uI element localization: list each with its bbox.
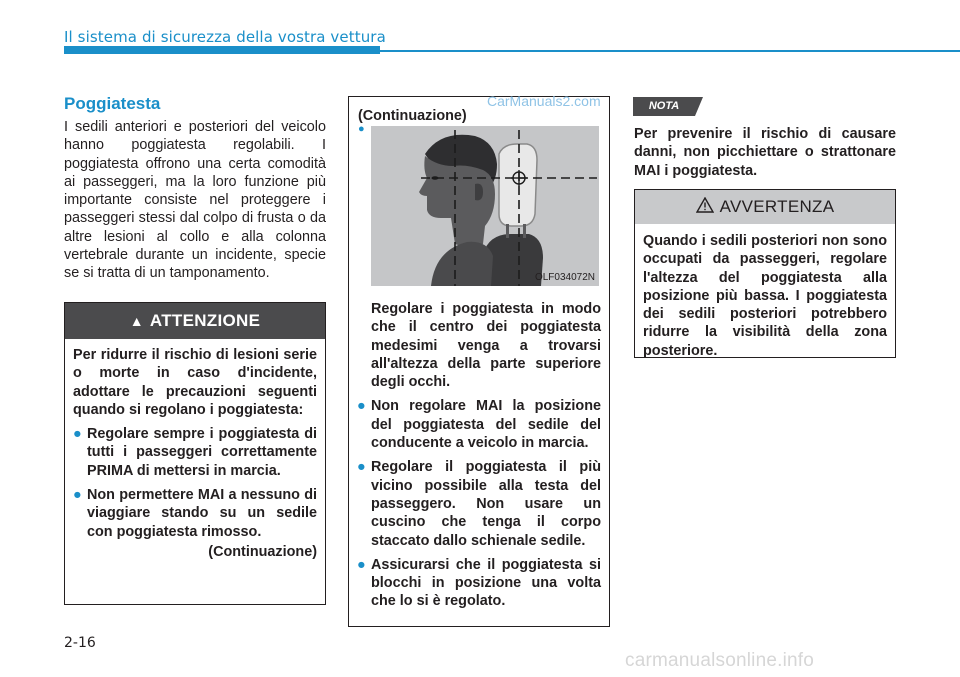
avvertenza-header	[635, 190, 895, 224]
continued-bullet	[357, 397, 601, 452]
continued-bullet-text: Non regolare MAI la posizione del poggiatesta del sedile del conducente a veicolo in marcia.	[371, 398, 601, 452]
header-accent-bar	[64, 46, 380, 54]
attenzione-continuation: (Continuazione)	[208, 543, 317, 560]
attenzione-bullet	[73, 425, 317, 480]
attenzione-header	[65, 303, 325, 339]
attenzione-bullet	[73, 486, 317, 541]
attenzione-bullet-text: Regolare sempre i poggiatesta di tutti i passeggeri correttamente PRIMA di mettersi in marcia.	[87, 426, 317, 479]
continued-bullet	[357, 556, 601, 611]
bullet-dot-icon: ●	[357, 556, 366, 573]
attenzione-bullet-text: Non permettere MAI a nessuno di viaggiare stando su un sedile con poggiatesta rimosso.	[87, 487, 317, 540]
figure-code: OLF034072N	[534, 272, 595, 283]
bullet-dot-icon: ●	[357, 459, 366, 476]
section-intro: I sedili anteriori e posteriori del veicolo hanno poggiatesta regolabili. I poggiatesta offrono una certa comodità ai passeggeri, ma la loro funzione più importante consiste nel proteggere i passeggeri stessi dal colpo di frusta o da altre lesioni al collo e alla colonna vertebrale durante un incidente, specie se si tratta di un tamponamento.	[64, 119, 326, 282]
watermark-bottom: carmanualsonline.info	[625, 650, 815, 671]
page-number: 2-16	[64, 635, 96, 651]
headrest-figure	[371, 126, 599, 286]
nota-badge	[633, 97, 703, 116]
continued-bullet-text: Regolare il poggiatesta il più vicino possibile alla testa del passeggero. Non usare un cuscino che tenga il corpo staccato dallo schienale sedile.	[371, 459, 601, 549]
headrest-illustration	[371, 126, 599, 286]
header-rule	[380, 50, 960, 52]
continued-bullet-text: Assicurarsi che il poggiatesta si blocchi in posizione una volta che lo si è regolato.	[371, 556, 601, 610]
bullet-dot-icon: ●	[357, 398, 366, 415]
chapter-header-title: Il sistema di sicurezza della vostra vettura	[64, 28, 386, 46]
attenzione-heading: ATTENZIONE	[149, 311, 261, 330]
avvertenza-box	[634, 189, 896, 358]
avvertenza-text: Quando i sedili posteriori non sono occupati da passeggeri, regolare l'altezza del poggiatesta alla posizione più bassa. I poggiatesta dei sedili posteriori potrebbero ridurre la visibilità della zona posteriore.	[643, 233, 887, 359]
warning-triangle-icon: ▲	[129, 313, 144, 329]
attenzione-intro: Per ridurre il rischio di lesioni serie o morte in caso d'incidente, adottare le precauzioni seguenti quando si regolano i poggiatesta:	[73, 347, 317, 418]
warning-triangle-icon	[696, 197, 714, 218]
section-title: Poggiatesta	[64, 94, 161, 113]
continued-heading: (Continuazione)	[358, 108, 467, 124]
watermark-top: CarManuals2.com	[487, 93, 601, 109]
bullet-dot-icon: ●	[73, 426, 82, 443]
nota-text: Per prevenire il rischio di causare danni, non picchiettare o strattonare MAI i poggiatesta.	[634, 126, 896, 179]
bullet-dot-icon: ●	[73, 487, 82, 504]
continued-bullet	[357, 458, 601, 549]
bullet-dot-icon: ●	[358, 123, 365, 135]
nota-label: NOTA	[648, 100, 680, 112]
continued-first-bullet-text: Regolare i poggiatesta in modo che il centro dei poggiatesta medesimi venga a trovarsi all'altezza della parte superiore degli occhi.	[371, 301, 601, 391]
attenzione-box	[64, 302, 326, 605]
avvertenza-heading: AVVERTENZA	[719, 197, 835, 216]
